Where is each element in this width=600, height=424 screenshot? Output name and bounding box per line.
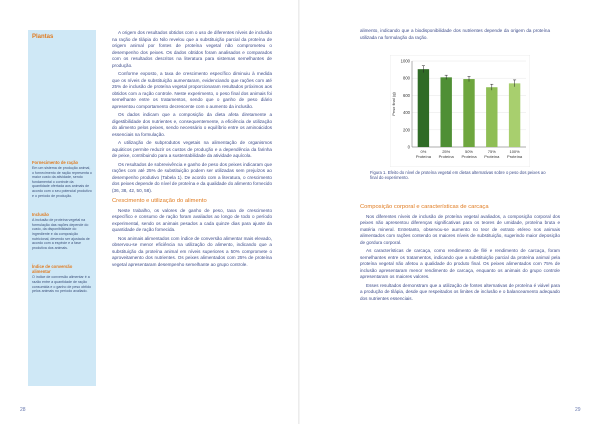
- y-tick-label: 600: [403, 92, 410, 98]
- main-text-column: [112, 30, 272, 270]
- sidebar-block: [32, 212, 92, 250]
- section-heading: Crescimento e utilização do alimento: [112, 198, 207, 204]
- sidebar-title: Plantas: [32, 34, 54, 40]
- x-tick-label-sub: Proteína: [461, 154, 477, 159]
- bar: [418, 69, 429, 147]
- paragraph: Os dados indicam que a composição da dieta afeta diretamente a digestibilidade dos nutrientes e, consequentemente, a eficiência de utilização do alimento pelos peixes, sendo necessário o equilíbrio entre os aminoácidos essenciais na formulação.: [112, 112, 272, 137]
- paragraph: alimento, indicando que a biodisponibilidade dos nutrientes depende da origem da proteína utilizada na formulação da ração.: [360, 28, 550, 40]
- sidebar-block-text: Em um sistema de produção animal, o fornecimento de ração representa o maior custo da atividade, sendo fundamental o controle da quantidade ofertada aos animais de acordo com o seu potencial produtivo e o período de produção.: [32, 166, 92, 198]
- x-tick-label-sub: Proteína: [438, 154, 454, 159]
- y-tick-label: 800: [403, 75, 410, 81]
- sidebar-block-heading: Inclusão: [32, 212, 49, 218]
- paragraph: Neste trabalho, os valores de ganho de peso, taxa de crescimento específico e consumo de ração foram avaliados ao longo de todo o período experimental, sendo os animais pesados a cada quinze dias para ajuste da quantidade de ração fornecida.: [112, 207, 272, 232]
- sidebar-box: [28, 30, 96, 386]
- sidebar-block-heading: Índice de conversão alimentar: [32, 264, 73, 275]
- bar: [463, 79, 474, 147]
- right-text-column: [360, 200, 560, 304]
- sidebar-block-heading: Fornecimento de ração: [32, 160, 79, 165]
- sidebar-block: [32, 160, 92, 198]
- bar: [509, 83, 520, 147]
- paragraph: A utilização de subprodutos vegetais na alimentação de organismos aquáticos permite reduzir os custos de produção e a dependência da farinha de peixe, contribuindo para a sustentabilidade da atividade aquícola.: [112, 140, 272, 158]
- x-tick-label-sub: Proteína: [484, 154, 500, 159]
- bar: [441, 77, 452, 147]
- x-tick-label: 50%: [464, 149, 474, 154]
- paragraph: A origem dos resultados obtidos com o uso de diferentes níveis de inclusão na ração de tilápia do Nilo revelou que a substituição parcial da proteína de origem animal por fontes de proteína vegetal não comprometeu o desempenho dos peixes. Os dados obtidos foram analisados e comparados com os resultados descritos na literatura para sistemas semelhantes de produção.: [112, 30, 272, 68]
- page-number: 29: [575, 407, 581, 413]
- y-axis-label: Peso final (g): [391, 92, 396, 116]
- paragraph: Conforme exposto, a taxa de crescimento específico diminuiu à medida que os níveis de substituição aumentaram, evidenciando que rações com até 25% de inclusão de proteína vegetal proporcionaram resultados próximos aos obtidos com a ração controle. Neste experimento, o peso final dos animais foi semelhante entre os tratamentos, sendo que o ganho de peso diário apresentou comportamento decrescente com o aumento da inclusão.: [112, 71, 272, 109]
- sidebar-block: [32, 264, 92, 293]
- y-tick-label: 400: [403, 110, 410, 116]
- paragraph: Nos animais alimentados com índice de conversão alimentar mais elevado, observou-se menor eficiência na utilização do alimento, indicando que a substituição da proteína animal em níveis superiores a 50% compromete o aproveitamento dos nutrientes. Os peixes alimentados com 25% de proteína vegetal apresentaram desempenho semelhante ao grupo controle.: [112, 235, 272, 267]
- paragraph: Os resultados de sobrevivência e ganho de peso dos peixes indicaram que rações com até 25% de substituição podem ser utilizadas sem prejuízos ao desempenho produtivo (Tabela 1). De acordo com a literatura, o crescimento dos peixes depende do nível de proteína e da qualidade do alimento fornecido (36, 38, 42, 50, 58).: [112, 161, 272, 193]
- paragraph: As características de carcaça, como rendimento de filé e rendimento de carcaça, foram semelhantes entre os tratamentos, indicando que a substituição parcial da proteína animal pela proteína vegetal não afetou a qualidade do produto final. Os peixes alimentados com 75% de inclusão apresentaram menor rendimento de carcaça, enquanto os animais do grupo controle apresentaram os maiores valores.: [360, 248, 560, 279]
- top-text: [360, 28, 550, 43]
- page-number: 28: [20, 407, 26, 413]
- x-tick-label: 25%: [442, 149, 451, 154]
- x-tick-label-sub: Proteína: [507, 154, 523, 159]
- paragraph: Esses resultados demonstram que a utilização de fontes alternativas de proteína é viável para a produção de tilápia, desde que respeitados os limites de inclusão e o balanceamento adequado dos nutrientes essenciais.: [360, 282, 560, 301]
- x-tick-label-sub: Proteína: [415, 154, 431, 159]
- bar: [486, 87, 497, 147]
- figure-caption: Figura 1. Efeito do nível de proteína vegetal em dietas alternativas sobre o peso dos peixes ao final do experimento.: [370, 170, 546, 181]
- x-tick-label: 75%: [487, 149, 496, 154]
- x-tick-label: 100%: [509, 149, 520, 154]
- y-tick-label: 1000: [400, 58, 410, 64]
- sidebar-block-text: O índice de conversão alimentar é a razão entre a quantidade de ração consumida e o ganho de peso obtido pelos animais no período avaliado.: [32, 275, 91, 294]
- sidebar-block-text: A inclusão de proteína vegetal na formulação das rações depende do custo, da disponibilidade do ingrediente e da composição nutricional, devendo ser ajustada de acordo com a espécie e a fase produtiva dos animais.: [32, 218, 90, 250]
- paragraph: Nos diferentes níveis de inclusão de proteína vegetal avaliados, a composição corporal dos peixes não apresentou diferenças significativas para os teores de umidade, proteína bruta e matéria mineral. Entretanto, observou-se aumento no teor de extrato etéreo nos animais alimentados com rações contendo os maiores níveis de substituição, sugerindo maior deposição de gordura corporal.: [360, 213, 560, 245]
- bar-chart: [390, 55, 530, 167]
- y-tick-label: 0: [407, 144, 410, 150]
- y-tick-label: 200: [403, 127, 410, 133]
- section-heading: Composição corporal e características de carcaça: [360, 204, 489, 210]
- x-tick-label: 0%: [420, 149, 427, 154]
